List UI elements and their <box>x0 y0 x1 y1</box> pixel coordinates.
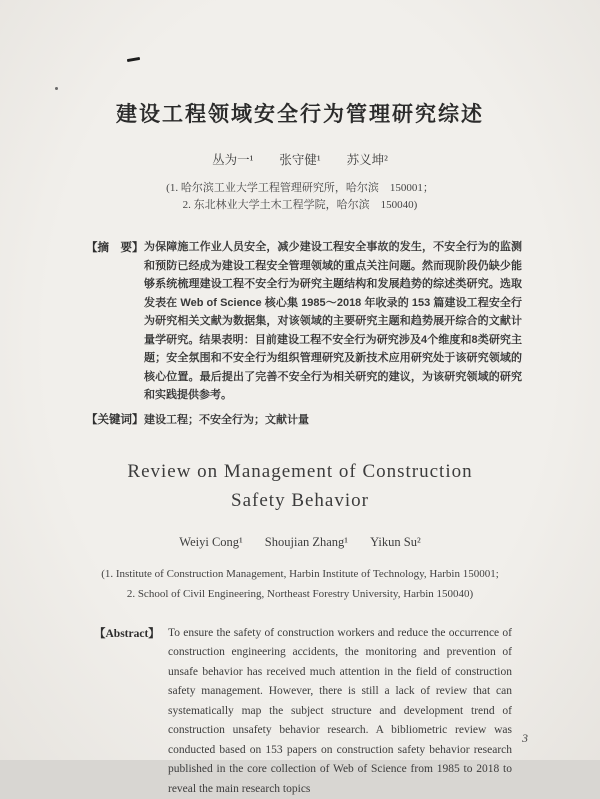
author-cn: 丛为一¹ <box>212 150 253 168</box>
paper-title-cn: 建设工程领域安全行为管理研究综述 <box>0 0 600 128</box>
keywords-label: 【关键词】 <box>86 411 144 427</box>
scan-artifact-speck <box>55 87 58 90</box>
author-en: Weiyi Cong¹ <box>179 535 243 550</box>
page-number: 3 <box>522 731 528 746</box>
authors-en <box>0 535 600 550</box>
author-cn: 张守健¹ <box>279 150 320 168</box>
abstract-en <box>94 624 512 799</box>
abstract-text-cn: 为保障施工作业人员安全，减少建设工程安全事故的发生，不安全行为的监测和预防已经成为建设工程安全管理领域的重点关注问题。然而现阶段仍缺少能够系统梳理建设工程不安全行为研究主题结构和发展趋势的综述类研究。选取发表在 Web of Science 核心集 1985～2018 年收录的 153 篇建设工程安全行为研究相关文献为数据集，对该领域的主要研究主题和趋势展开综合的文献计量学研究。结果表明：目前建设工程不安全行为研究涉及4个维度和8类研究主题；安全氛围和不安全行为组织管理研究及新技术应用研究处于该研究领域的核心位置。最后提出了完善不安全行为相关研究的建议，为该研究领域的研究和实践提供参考。 <box>144 238 522 405</box>
affiliations-cn <box>0 180 600 214</box>
author-cn: 苏义坤² <box>347 150 388 168</box>
abstract-cn <box>86 238 522 405</box>
keywords-text: 建设工程；不安全行为；文献计量 <box>144 411 522 427</box>
affiliation-line: (1. 哈尔滨工业大学工程管理研究所，哈尔滨 150001； <box>0 180 600 197</box>
affiliations-en <box>0 564 600 604</box>
paper-title-en <box>0 457 600 515</box>
affiliation-line: 2. 东北林业大学土木工程学院，哈尔滨 150040) <box>0 197 600 214</box>
author-en: Yikun Su² <box>370 535 421 550</box>
paper-title-en-line2: Safety Behavior <box>0 486 600 515</box>
affiliation-line: (1. Institute of Construction Management, Harbin Institute of Technology, Harbin 150001; <box>0 564 600 584</box>
abstract-text-en: To ensure the safety of construction workers and reduce the occurrence of construction engineering accidents, the monitoring and prevention of unsafe behavior has received much attention in the field of construction safety management. However, there is still a lack of review that can systematically map the subject structure and development trend of construction unsafety behavior research. A bibliometric review was conducted based on 153 papers on construction safety behavior research published in the core collection of Web of Science from 1985 to 2018 to reveal the main research topics <box>168 624 512 799</box>
abstract-label-en: 【Abstract】 <box>94 624 168 799</box>
authors-cn <box>0 150 600 168</box>
affiliation-line: 2. School of Civil Engineering, Northeast Forestry University, Harbin 150040) <box>0 584 600 604</box>
abstract-label-cn: 【摘 要】 <box>86 238 144 405</box>
keywords-row <box>86 411 522 427</box>
paper-title-en-line1: Review on Management of Construction <box>0 457 600 486</box>
author-en: Shoujian Zhang¹ <box>265 535 348 550</box>
